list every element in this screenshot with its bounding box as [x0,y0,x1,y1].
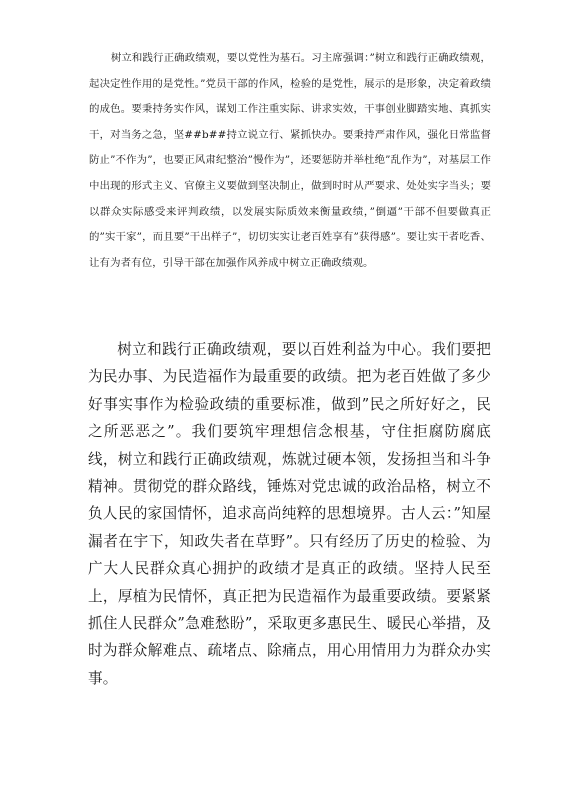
body-paragraph-1: 树立和践行正确政绩观，要以党性为基石。习主席强调：”树立和践行正确政绩观，起决定性作用的是党性。”党员干部的作风，检验的是党性，展示的是形象，决定着政绩的成色。要秉持务实作风，谋划工作注重实际、讲求实效，干事创业脚踏实地、真抓实干，对当务之急，坚##b##持立说立行、紧抓快办。要秉持严肃作风，强化日常监督防止”不作为”，也要正风肃纪整治”慢作为”，还要惩防并举杜绝”乱作为”，对基层工作中出现的形式主义、官僚主义要做到坚决制止，做到时时从严要求、处处实字当头；要以群众实际感受来评判政绩，以发展实际质效来衡量政绩，”倒逼”干部不但要做真正的”实干家”，而且要”干出样子”，切切实实让老百姓享有”获得感”。要让实干者吃香、让有为者有位，引导干部在加强作风养成中树立正确政绩观。 [89,52,491,269]
body-paragraph-2: 树立和践行正确政绩观，要以百姓利益为中心。我们要把为民办事、为民造福作为最重要的政绩。把为老百姓做了多少好事实事作为检验政绩的重要标准，做到”民之所好好之，民之所恶恶之”。我们要筑牢理想信念根基，守住拒腐防腐底线，树立和践行正确政绩观，炼就过硬本领，发扬担当和斗争精神。贯彻党的群众路线，锤炼对党忠诚的政治品格，树立不负人民的家国情怀，追求高尚纯粹的思想境界。古人云：”知屋漏者在宇下，知政失者在草野”。只有经历了历史的检验、为广大人民群众真心拥护的政绩才是真正的政绩。坚持人民至上，厚植为民情怀，真正把为民造福作为最重要政绩。要紧紧抓住人民群众”急难愁盼”，采取更多惠民生、暖民心举措，及时为群众解难点、疏堵点、除痛点，用心用情用力为群众办实事。 [88,341,491,687]
